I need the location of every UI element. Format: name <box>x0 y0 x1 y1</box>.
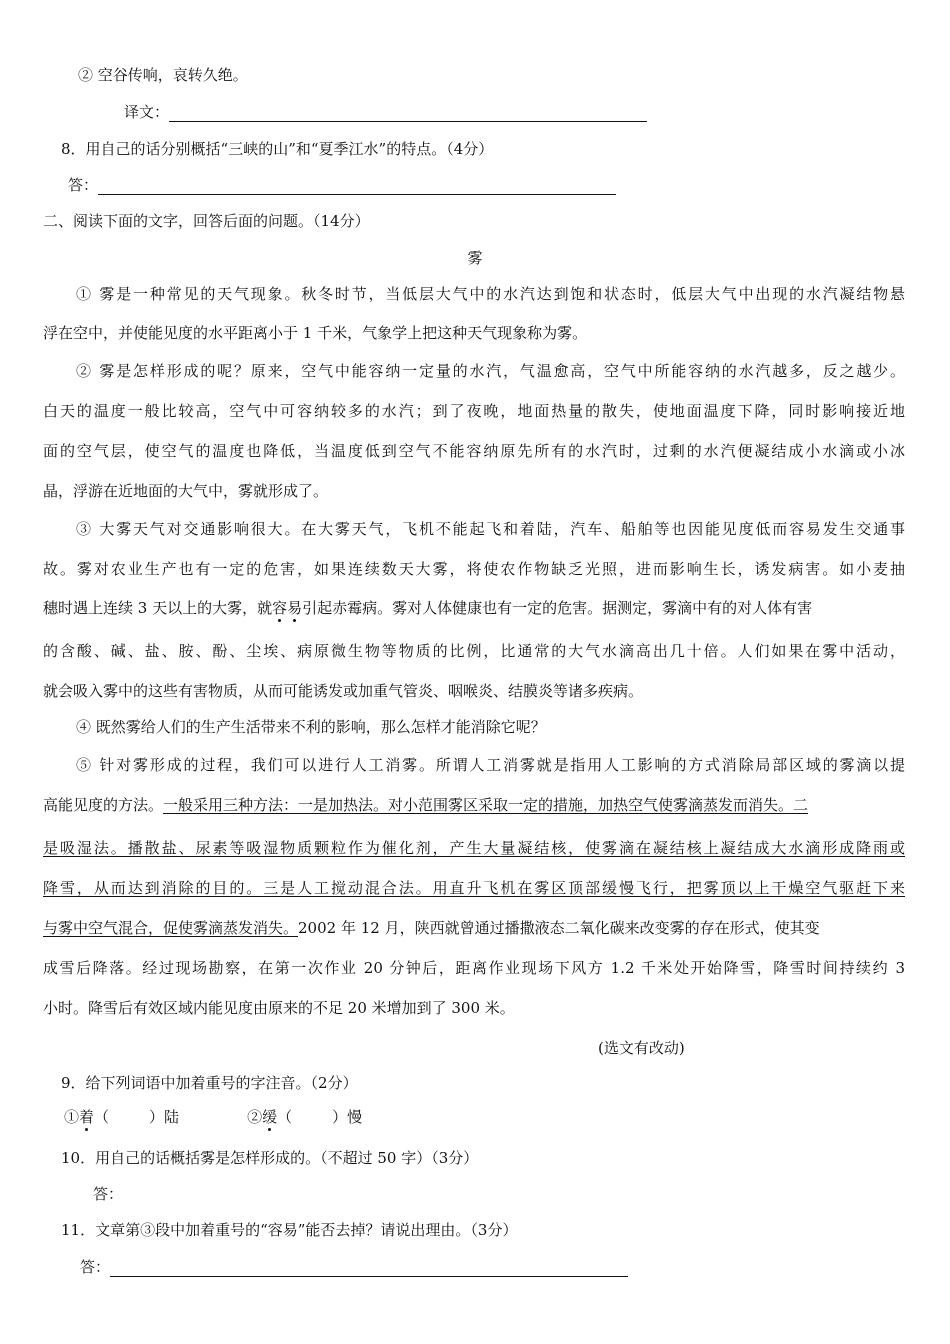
underlined-text: 与雾中空气混合，促使雾滴蒸发消失。 <box>43 919 299 937</box>
paren-open: （ <box>277 1108 293 1126</box>
paragraph-2-line-2: 白天的温度一般比较高，空气中可容纳较多的水汽；到了夜晚，地面热量的散失，使地面温度下降，同时影响接近地 <box>43 402 905 420</box>
text-segment: 穗时遇上连续 3 天以上的大雾，就 <box>43 599 273 617</box>
paren-close: ）慢 <box>332 1108 363 1126</box>
q7-item-2: ② 空谷传响，哀转久绝。 <box>78 66 248 84</box>
paragraph-3-line-3 <box>43 598 905 618</box>
text-segment: 引起赤霉病。雾对人体健康也有一定的危害。据测定，雾滴中有的对人体有害 <box>302 599 813 617</box>
emphasized-char: 缓 <box>262 1108 278 1126</box>
paren-close: ）陆 <box>149 1108 180 1126</box>
q7-answer-line <box>124 102 647 122</box>
q9-items <box>64 1107 362 1127</box>
text-segment: 2002 年 12 月，陕西就曾通过播撒液态二氧化碳来改变雾的存在形式，使其变 <box>298 919 820 937</box>
q8-answer-line <box>68 175 616 195</box>
paragraph-4-line-1: ④ 既然雾给人们的生产生活带来不利的影响，那么怎样才能消除它呢？ <box>76 718 546 736</box>
q8-question: 8．用自己的话分别概括“三峡的山”和“夏季江水”的特点。（4分） <box>61 140 494 158</box>
answer-label: 答： <box>68 176 99 194</box>
paragraph-1-line-1: ① 雾是一种常见的天气现象。秋冬时节，当低层大气中的水汽达到饱和状态时，低层大气中出现的水汽凝结物悬 <box>76 285 905 303</box>
answer-label: 译文： <box>124 103 170 121</box>
text-segment: 高能见度的方法。 <box>43 796 164 814</box>
q9-question: 9．给下列词语中加着重号的字注音。（2分） <box>61 1074 358 1092</box>
section-heading: 二、阅读下面的文字，回答后面的问题。（14分） <box>43 212 370 230</box>
paragraph-2-line-3: 面的空气层，使空气的温度也降低，当温度低到空气不能容纳原先所有的水汽时，过剩的水汽便凝结成小水滴或小冰 <box>43 442 905 460</box>
emphasized-char: 着 <box>79 1108 95 1126</box>
paragraph-2-line-4: 晶，浮游在近地面的大气中，雾就形成了。 <box>43 482 329 500</box>
emphasized-char: 容 <box>272 599 288 617</box>
paragraph-3-line-1: ③ 大雾天气对交通影响很大。在大雾天气，飞机不能起飞和着陆，汽车、船舶等也因能见度低而容易发生交通事 <box>76 520 905 538</box>
answer-blank[interactable] <box>110 1260 628 1277</box>
q11-answer-line <box>80 1257 628 1277</box>
item-number: ② <box>247 1108 263 1126</box>
paren-open: （ <box>94 1108 110 1126</box>
q11-question: 11．文章第③段中加着重号的“容易”能否去掉？请说出理由。（3分） <box>61 1221 518 1239</box>
paragraph-5-line-5 <box>43 918 905 938</box>
q10-question: 10．用自己的话概括雾是怎样形成的。（不超过 50 字）（3分） <box>61 1149 479 1167</box>
answer-blank[interactable] <box>169 105 647 122</box>
paragraph-3-line-2: 故。雾对农业生产也有一定的危害，如果连续数天大雾，将使农作物缺乏光照，进而影响生长，诱发病害。如小麦抽 <box>43 560 905 578</box>
paragraph-5-line-4: 降雪，从而达到消除的目的。三是人工搅动混合法。用直升飞机在雾区顶部缓慢飞行，把雾顶以上干燥空气驱赶下来 <box>43 879 905 897</box>
paragraph-5-line-6: 成雪后降落。经过现场勘察，在第一次作业 20 分钟后，距离作业现场下风方 1.2 千米处开始降雪，降雪时间持续约 3 <box>43 959 905 977</box>
answer-label: 答： <box>80 1258 111 1276</box>
paragraph-3-line-4: 的含酸、碱、盐、胺、酚、尘埃、病原微生物等物质的比例，比通常的大气水滴高出几十倍。人们如果在雾中活动， <box>43 642 905 660</box>
article-title: 雾 <box>467 249 483 267</box>
paragraph-3-line-5: 就会吸入雾中的这些有害物质，从而可能诱发或加重气管炎、咽喉炎、结膜炎等诸多疾病。 <box>43 682 644 700</box>
paragraph-2-line-1: ② 雾是怎样形成的呢？原来，空气中能容纳一定量的水汽，气温愈高，空气中所能容纳的水汽越多，反之越少。 <box>76 362 905 380</box>
item-number: ① <box>64 1108 80 1126</box>
paragraph-5-line-1: ⑤ 针对雾形成的过程，我们可以进行人工消雾。所谓人工消雾就是指用人工影响的方式消除局部区域的雾滴以提 <box>76 756 905 774</box>
paragraph-5-line-7: 小时。降雪后有效区域内能见度由原来的不足 20 米增加到了 300 米。 <box>43 999 515 1017</box>
paragraph-1-line-2: 浮在空中，并使能见度的水平距离小于 1 千米，气象学上把这种天气现象称为雾。 <box>43 324 588 342</box>
q10-answer-label: 答： <box>93 1185 124 1203</box>
answer-blank[interactable] <box>98 178 616 195</box>
underlined-text: 一般采用三种方法：一是加热法。对小范围雾区采取一定的措施，加热空气使雾滴蒸发而消失。二 <box>163 796 809 814</box>
paragraph-5-line-2 <box>43 795 905 815</box>
emphasized-char: 易 <box>287 599 303 617</box>
source-note: (选文有改动) <box>598 1039 685 1057</box>
paragraph-5-line-3: 是吸湿法。播散盐、尿素等吸湿物质颗粒作为催化剂，产生大量凝结核，使雾滴在凝结核上凝结成大水滴形成降雨或 <box>43 839 905 857</box>
